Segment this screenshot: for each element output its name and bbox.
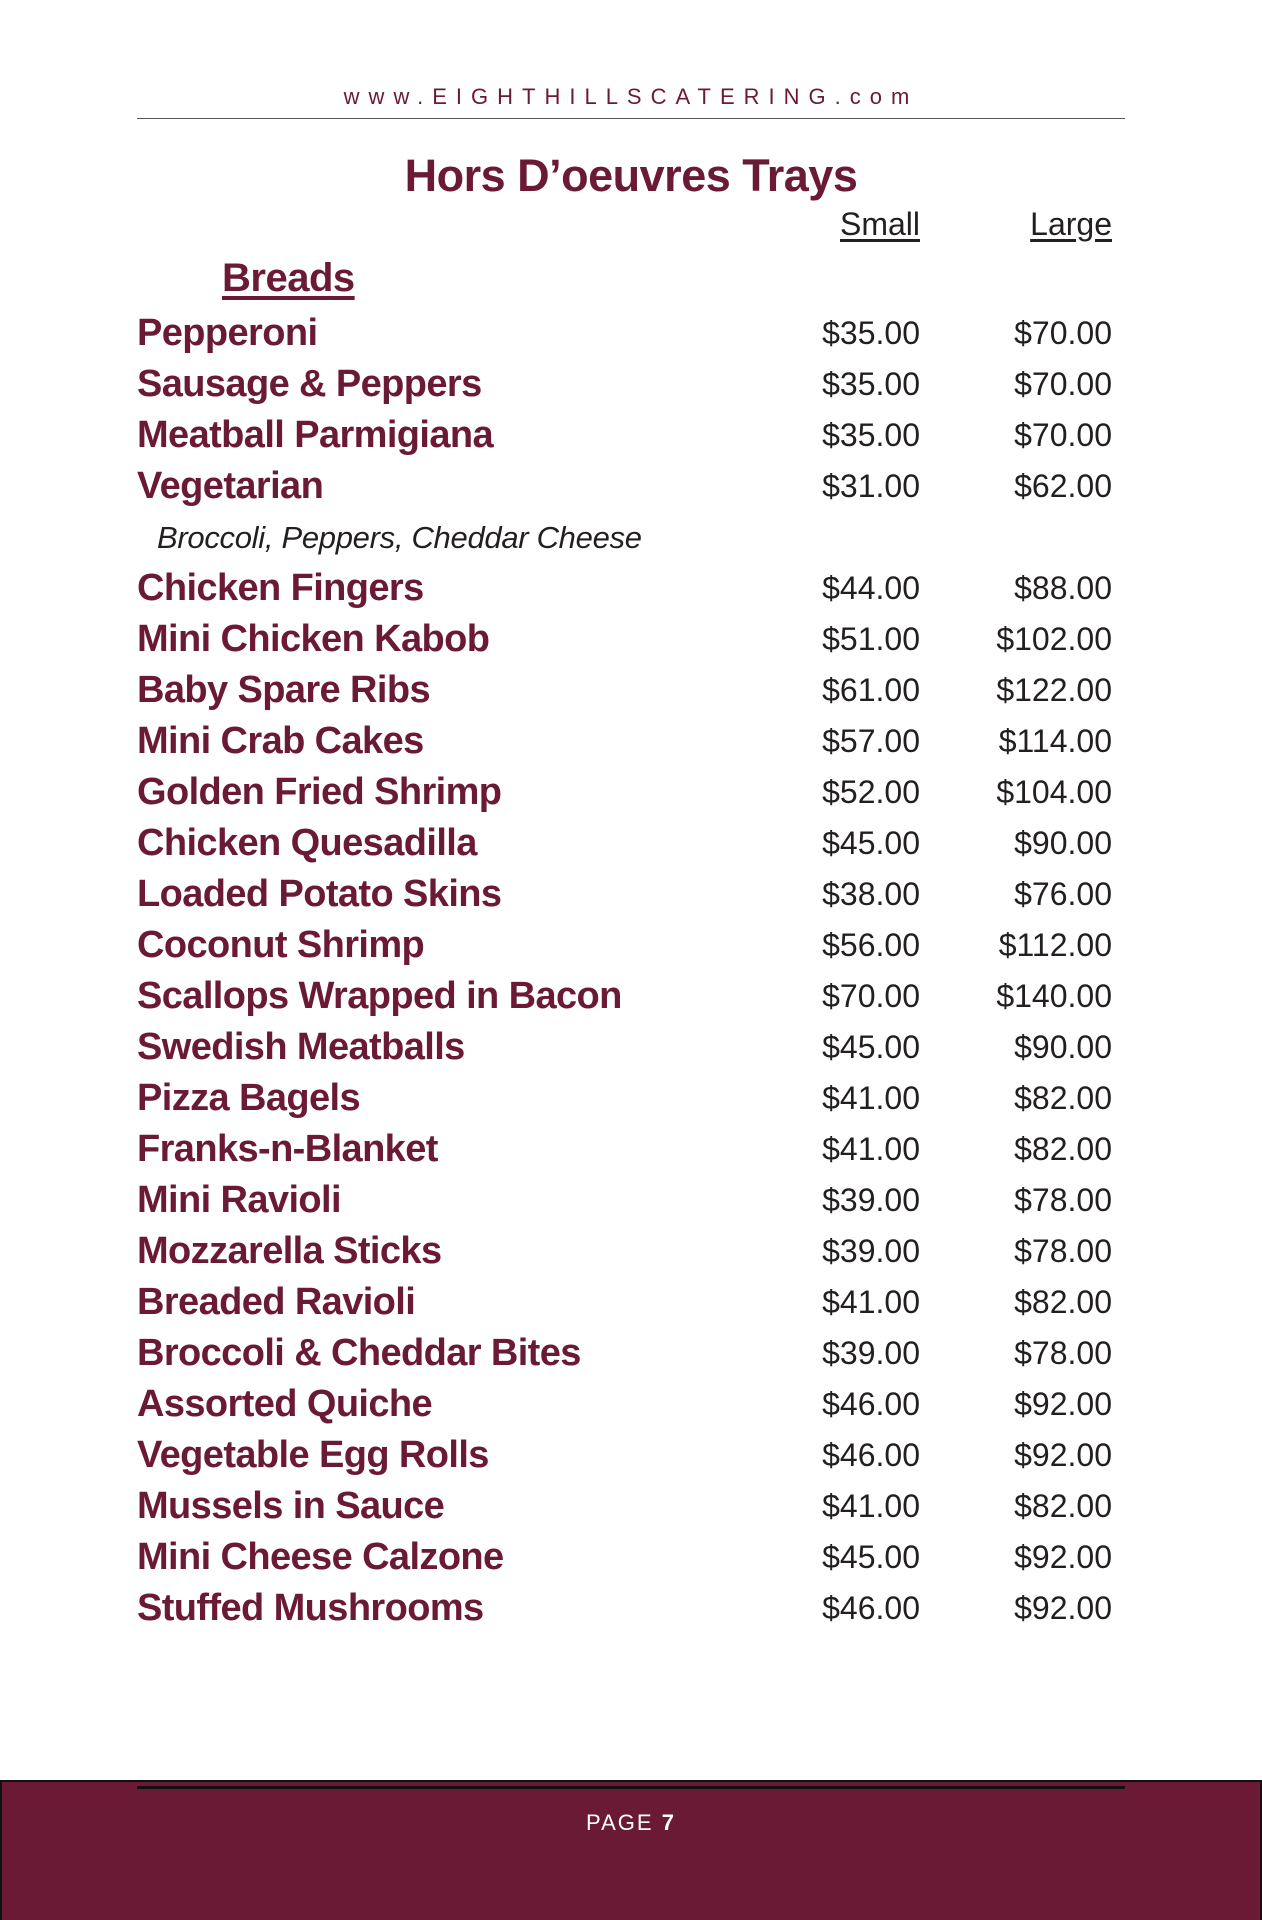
price-small: $38.00 bbox=[822, 876, 920, 912]
page-title: Hors D’oeuvres Trays bbox=[404, 150, 858, 201]
price-large: $92.00 bbox=[1014, 1437, 1112, 1473]
page-number-value: 7 bbox=[661, 1810, 676, 1835]
menu-item-row bbox=[137, 461, 1117, 512]
menu-item-name: Pepperoni bbox=[137, 312, 318, 354]
menu-item-row bbox=[137, 1328, 1117, 1379]
price-small: $52.00 bbox=[822, 774, 920, 810]
menu-item-name: Mini Ravioli bbox=[137, 1179, 341, 1221]
menu-item-row bbox=[137, 1277, 1117, 1328]
menu-item-row bbox=[137, 1073, 1117, 1124]
price-large: $70.00 bbox=[1014, 315, 1112, 351]
price-large: $114.00 bbox=[998, 723, 1112, 759]
price-large: $78.00 bbox=[1014, 1182, 1112, 1218]
page-number bbox=[2, 1810, 1260, 1836]
menu-item-name: Chicken Fingers bbox=[137, 567, 424, 609]
menu-item-name: Mini Chicken Kabob bbox=[137, 618, 490, 660]
menu-item-row bbox=[137, 716, 1117, 767]
price-small: $46.00 bbox=[822, 1386, 920, 1422]
price-small: $39.00 bbox=[822, 1233, 920, 1269]
menu-item-row bbox=[137, 1430, 1117, 1481]
price-large: $92.00 bbox=[1014, 1386, 1112, 1422]
price-large: $62.00 bbox=[1014, 468, 1112, 504]
menu-item-row bbox=[137, 359, 1117, 410]
price-small: $45.00 bbox=[822, 1029, 920, 1065]
footer-divider bbox=[137, 1786, 1125, 1789]
price-large: $76.00 bbox=[1014, 876, 1112, 912]
price-large: $92.00 bbox=[1014, 1539, 1112, 1575]
price-large: $92.00 bbox=[1014, 1590, 1112, 1626]
page-footer bbox=[0, 1780, 1262, 1920]
menu-item-row bbox=[137, 1532, 1117, 1583]
price-small: $46.00 bbox=[822, 1590, 920, 1626]
menu-item-name: Coconut Shrimp bbox=[137, 924, 425, 966]
price-small: $61.00 bbox=[822, 672, 920, 708]
price-large: $102.00 bbox=[996, 621, 1112, 657]
menu-item-row bbox=[137, 767, 1117, 818]
price-large: $82.00 bbox=[1014, 1080, 1112, 1116]
price-small: $41.00 bbox=[822, 1131, 920, 1167]
price-large: $82.00 bbox=[1014, 1488, 1112, 1524]
menu-item-name: Vegetable Egg Rolls bbox=[137, 1434, 489, 1476]
menu-item-name: Mini Crab Cakes bbox=[137, 720, 424, 762]
menu-item-name: Mini Cheese Calzone bbox=[137, 1536, 504, 1578]
price-small: $31.00 bbox=[822, 468, 920, 504]
menu-item-description: Broccoli, Peppers, Cheddar Cheese bbox=[157, 520, 642, 555]
price-small: $41.00 bbox=[822, 1080, 920, 1116]
price-large: $140.00 bbox=[996, 978, 1112, 1014]
section-heading-breads: Breads bbox=[222, 256, 355, 300]
menu-item-row bbox=[137, 1124, 1117, 1175]
menu-item-name: Loaded Potato Skins bbox=[137, 873, 502, 915]
price-small: $41.00 bbox=[822, 1488, 920, 1524]
menu-item-row bbox=[137, 971, 1117, 1022]
menu-item-row bbox=[137, 410, 1117, 461]
price-large: $70.00 bbox=[1014, 366, 1112, 402]
menu-item-row bbox=[137, 563, 1117, 614]
menu-item-name: Breaded Ravioli bbox=[137, 1281, 416, 1323]
price-small: $46.00 bbox=[822, 1437, 920, 1473]
price-small: $35.00 bbox=[822, 315, 920, 351]
menu-item-row bbox=[137, 308, 1117, 359]
column-header-large: Large bbox=[1030, 206, 1112, 242]
price-small: $35.00 bbox=[822, 366, 920, 402]
price-small: $44.00 bbox=[822, 570, 920, 606]
price-small: $41.00 bbox=[822, 1284, 920, 1320]
price-large: $104.00 bbox=[996, 774, 1112, 810]
price-large: $90.00 bbox=[1014, 1029, 1112, 1065]
price-large: $112.00 bbox=[998, 927, 1112, 963]
menu-item-name: Franks-n-Blanket bbox=[137, 1128, 438, 1170]
price-small: $35.00 bbox=[822, 417, 920, 453]
menu-item-name: Sausage & Peppers bbox=[137, 363, 482, 405]
menu-item-name: Vegetarian bbox=[137, 465, 324, 507]
menu-item-row bbox=[137, 1481, 1117, 1532]
menu-item-name: Mussels in Sauce bbox=[137, 1485, 445, 1527]
menu-item-name: Meatball Parmigiana bbox=[137, 414, 494, 456]
price-large: $122.00 bbox=[996, 672, 1112, 708]
menu-item-name: Chicken Quesadilla bbox=[137, 822, 477, 864]
price-small: $51.00 bbox=[822, 621, 920, 657]
menu-item-row bbox=[137, 665, 1117, 716]
price-large: $90.00 bbox=[1014, 825, 1112, 861]
price-small: $56.00 bbox=[822, 927, 920, 963]
column-header-small: Small bbox=[839, 206, 920, 242]
price-small: $39.00 bbox=[822, 1182, 920, 1218]
page-label: PAGE bbox=[586, 1810, 654, 1835]
menu-item-description-row bbox=[137, 512, 1117, 563]
price-small: $45.00 bbox=[822, 1539, 920, 1575]
menu-item-name: Assorted Quiche bbox=[137, 1383, 433, 1425]
menu-item-row bbox=[137, 1226, 1117, 1277]
price-large: $78.00 bbox=[1014, 1335, 1112, 1371]
menu-item-name: Scallops Wrapped in Bacon bbox=[137, 975, 622, 1017]
menu-list bbox=[137, 308, 1117, 1634]
menu-item-row bbox=[137, 1175, 1117, 1226]
price-large: $70.00 bbox=[1014, 417, 1112, 453]
price-large: $82.00 bbox=[1014, 1131, 1112, 1167]
menu-item-name: Stuffed Mushrooms bbox=[137, 1587, 484, 1629]
price-large: $82.00 bbox=[1014, 1284, 1112, 1320]
menu-item-row bbox=[137, 614, 1117, 665]
menu-item-row bbox=[137, 869, 1117, 920]
price-small: $45.00 bbox=[822, 825, 920, 861]
price-small: $39.00 bbox=[822, 1335, 920, 1371]
menu-item-name: Swedish Meatballs bbox=[137, 1026, 465, 1068]
menu-item-name: Pizza Bagels bbox=[137, 1077, 361, 1119]
menu-item-name: Mozzarella Sticks bbox=[137, 1230, 442, 1272]
menu-item-row bbox=[137, 1379, 1117, 1430]
menu-item-row bbox=[137, 1583, 1117, 1634]
price-small: $70.00 bbox=[822, 978, 920, 1014]
menu-item-name: Golden Fried Shrimp bbox=[137, 771, 502, 813]
menu-item-row bbox=[137, 818, 1117, 869]
menu-item-name: Baby Spare Ribs bbox=[137, 669, 430, 711]
price-large: $78.00 bbox=[1014, 1233, 1112, 1269]
header-divider bbox=[137, 118, 1125, 119]
website-url: www.EIGHTHILLSCATERING.com bbox=[343, 84, 919, 109]
menu-item-row bbox=[137, 1022, 1117, 1073]
price-small: $57.00 bbox=[822, 723, 920, 759]
menu-item-name: Broccoli & Cheddar Bites bbox=[137, 1332, 581, 1374]
menu-item-row bbox=[137, 920, 1117, 971]
price-large: $88.00 bbox=[1014, 570, 1112, 606]
